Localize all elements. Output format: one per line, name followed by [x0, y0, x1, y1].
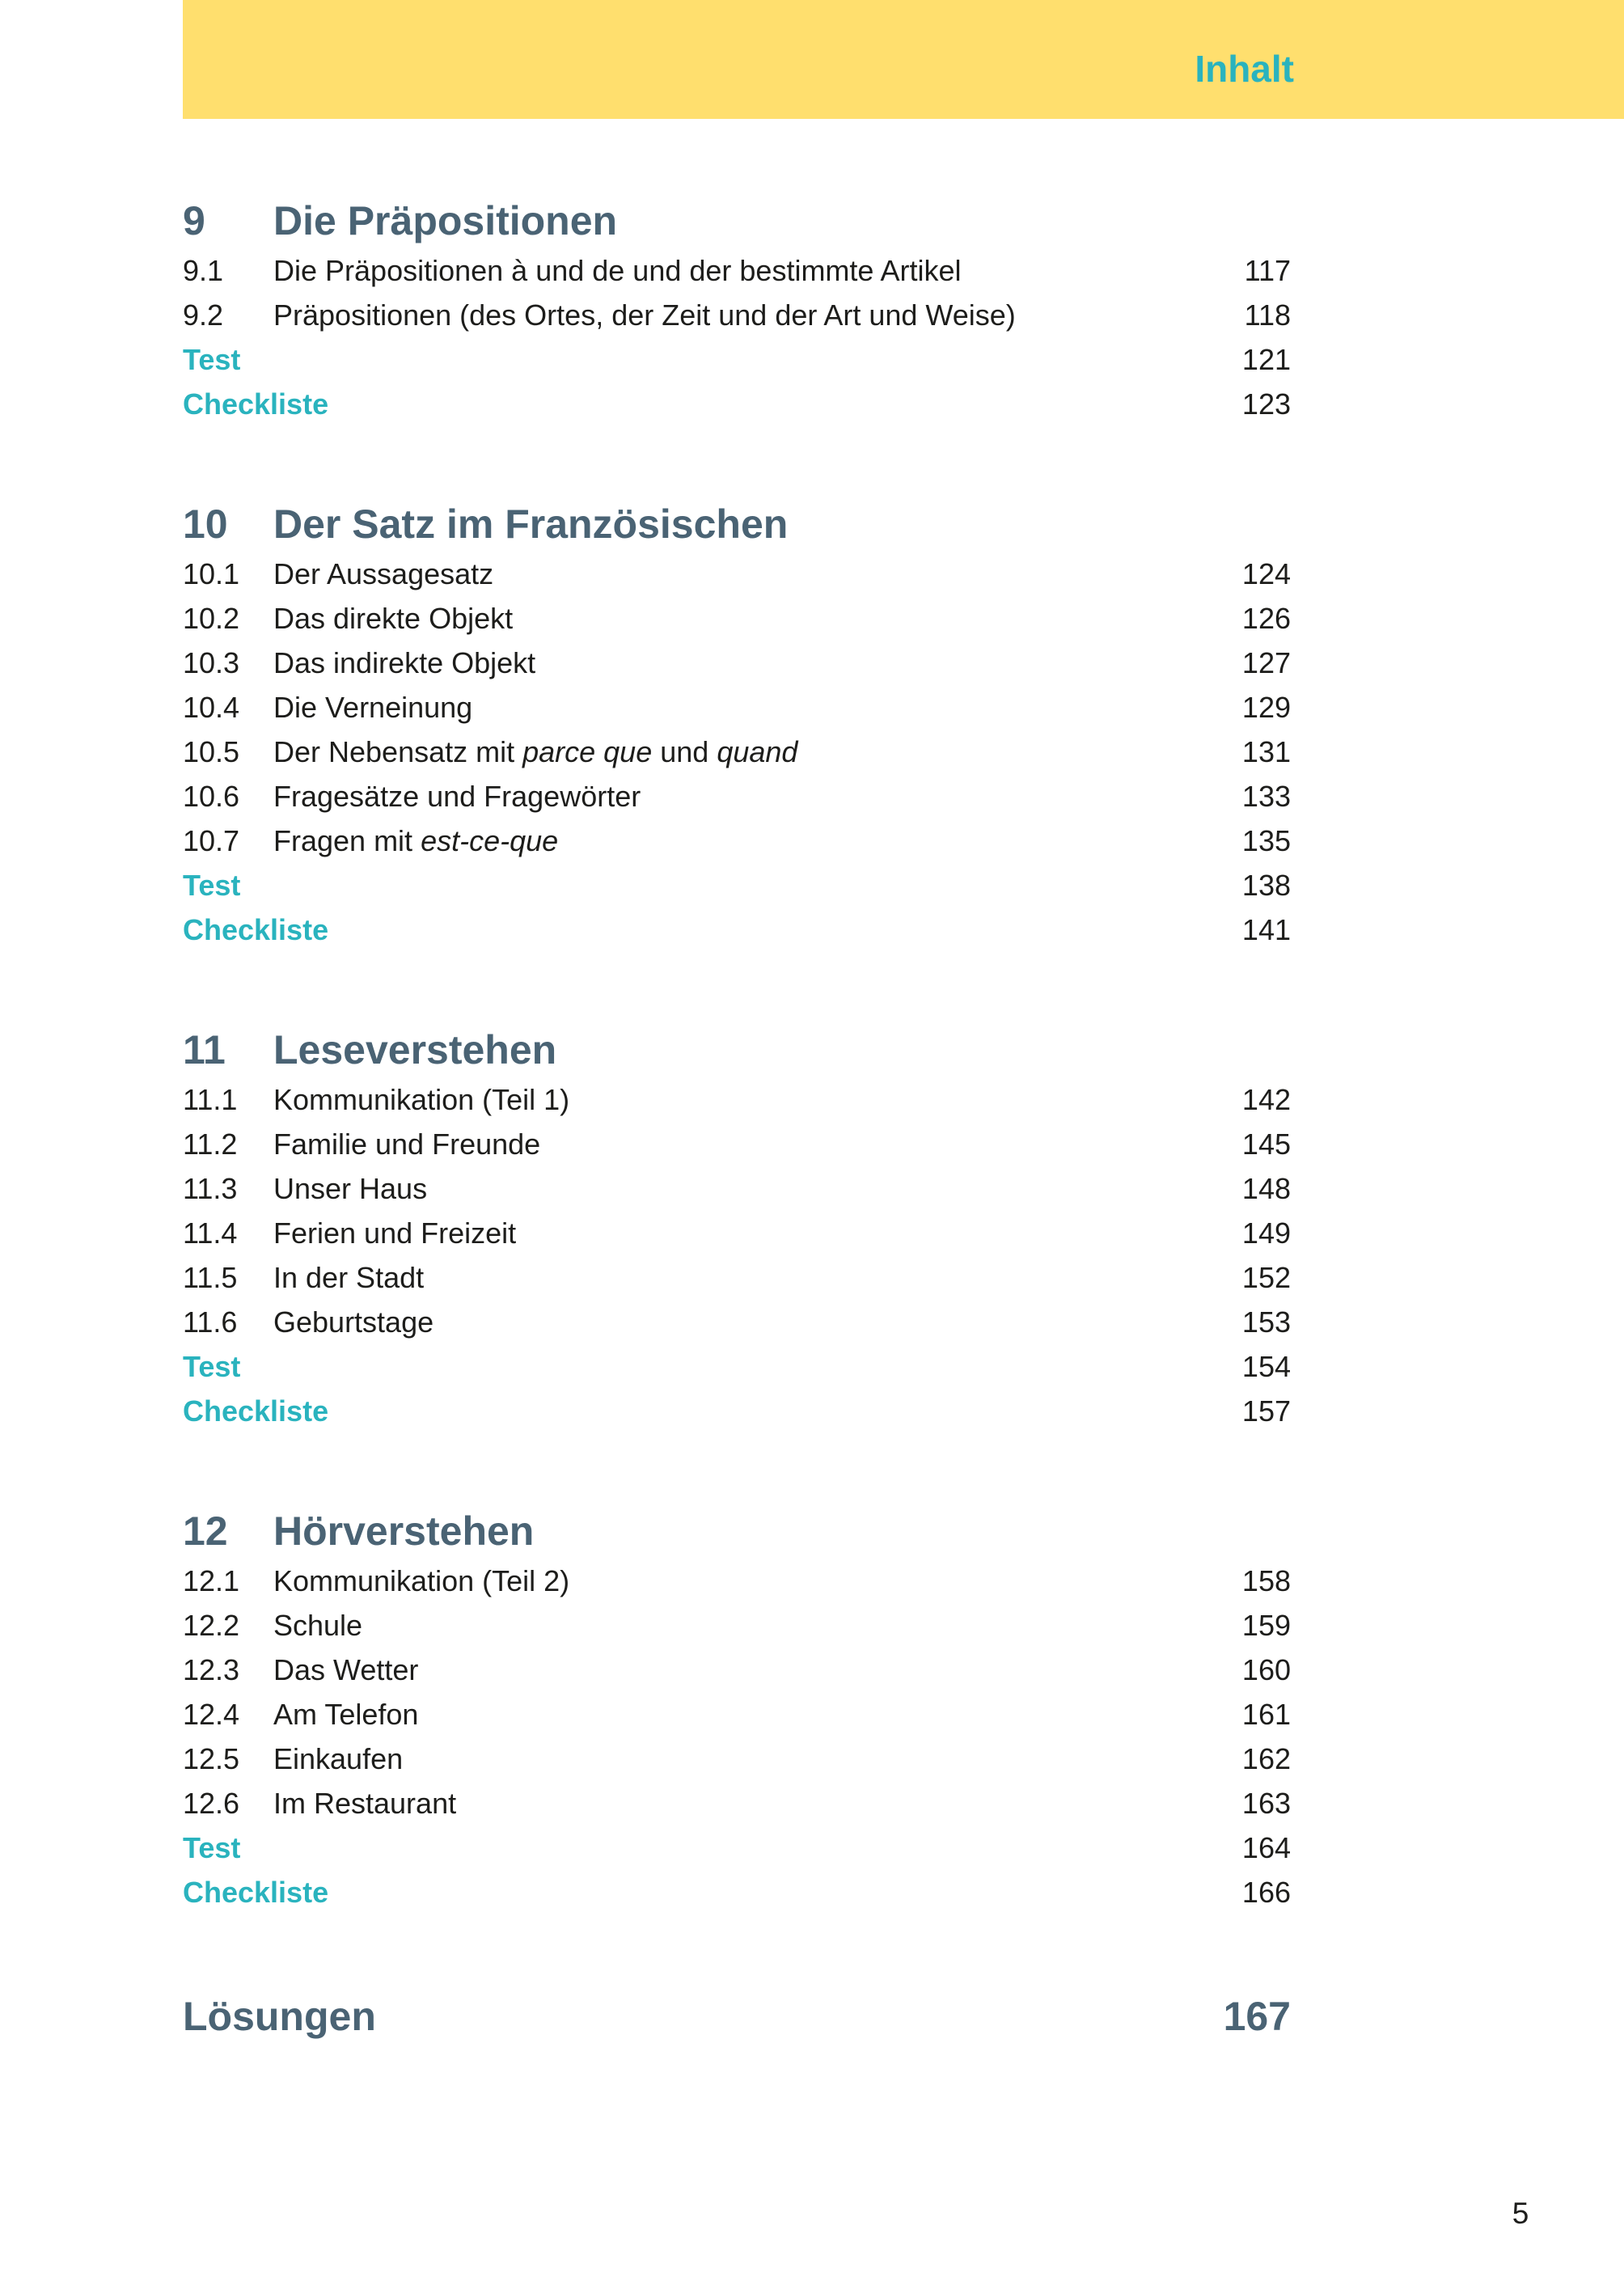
- toc-row: [183, 1603, 1291, 1648]
- entry-number: 9.1: [183, 254, 224, 287]
- section-title: Die Präpositionen: [273, 198, 618, 243]
- entry-title: [273, 730, 1242, 774]
- entry-title-segment: Unser Haus: [273, 1172, 428, 1205]
- toc-row: [183, 1737, 1291, 1781]
- entry-page-number: 160: [1241, 1653, 1291, 1686]
- entry-title-segment: Das indirekte Objekt: [273, 646, 536, 679]
- entry-page-number: 121: [1241, 343, 1291, 376]
- entry-number: 11.5: [183, 1261, 238, 1294]
- section-title: Leseverstehen: [273, 1027, 557, 1072]
- toc-row: [183, 382, 1291, 426]
- entry-title-segment: Der Nebensatz mit: [273, 735, 523, 768]
- entry-title: [273, 1255, 1242, 1300]
- entry-title-segment: Kommunikation (Teil 1): [273, 1083, 570, 1116]
- toc-sections: [183, 200, 1291, 1914]
- entry-title-segment: Im Restaurant: [273, 1787, 457, 1820]
- entry-title-segment: In der Stadt: [273, 1261, 425, 1294]
- special-label: Test: [183, 869, 241, 902]
- section-number: 11: [183, 1027, 226, 1072]
- entry-page-number: 142: [1241, 1083, 1291, 1116]
- toc-section: [183, 1510, 1291, 1914]
- entry-title-segment: Fragen mit: [273, 824, 421, 857]
- entry-title: [273, 819, 1242, 863]
- toc-row: [183, 1166, 1291, 1211]
- toc-row: [183, 641, 1291, 685]
- toc-section: [183, 503, 1291, 952]
- entry-page-number: 117: [1244, 254, 1291, 287]
- toc-row: [183, 1255, 1291, 1300]
- entry-title-italic-segment: est-ce-que: [421, 824, 559, 857]
- entry-number: 10.7: [183, 824, 240, 857]
- entry-number: 10.1: [183, 557, 240, 590]
- entry-page-number: 158: [1241, 1564, 1291, 1597]
- entry-title: [273, 774, 1242, 819]
- entry-title: [273, 1737, 1242, 1781]
- toc-row: [183, 1077, 1291, 1122]
- special-label: Checkliste: [183, 387, 329, 421]
- entry-title: [273, 1122, 1242, 1166]
- entry-title-italic-segment: parce que: [522, 735, 653, 768]
- toc-content: [183, 119, 1291, 2037]
- entry-title-segment: Die Präpositionen à und de und der bestimmte Artikel: [273, 254, 962, 287]
- entry-title-segment: Einkaufen: [273, 1742, 404, 1775]
- entry-number: 12.3: [183, 1653, 240, 1686]
- entry-title-segment: Familie und Freunde: [273, 1127, 541, 1161]
- entry-title-segment: Ferien und Freizeit: [273, 1216, 517, 1250]
- special-label: Checkliste: [183, 913, 329, 946]
- section-heading-row: [183, 1510, 1291, 1552]
- entry-page-number: 135: [1241, 824, 1291, 857]
- entry-title-segment: Das direkte Objekt: [273, 602, 514, 635]
- loesungen-title: Lösungen: [183, 1994, 376, 2039]
- entry-page-number: 138: [1241, 869, 1291, 902]
- entry-number: 12.2: [183, 1609, 240, 1642]
- entry-number: 11.2: [183, 1127, 238, 1161]
- toc-row: [183, 1692, 1291, 1737]
- toc-row: [183, 552, 1291, 596]
- entry-title-segment: Präpositionen (des Ortes, der Zeit und der Art und Weise): [273, 298, 1016, 332]
- entry-title: [273, 1211, 1242, 1255]
- toc-row: [183, 1389, 1291, 1433]
- entry-page-number: 127: [1241, 646, 1291, 679]
- entry-page-number: 129: [1241, 691, 1291, 724]
- toc-row: [183, 774, 1291, 819]
- entry-number: 10.3: [183, 646, 240, 679]
- entry-title: [273, 1692, 1242, 1737]
- toc-section: [183, 200, 1291, 426]
- toc-row: [183, 1122, 1291, 1166]
- entry-title-segment: und: [652, 735, 717, 768]
- entry-number: 12.1: [183, 1564, 240, 1597]
- entry-title-segment: Fragesätze und Fragewörter: [273, 780, 641, 813]
- entry-page-number: 159: [1241, 1609, 1291, 1642]
- section-number: 9: [183, 198, 205, 243]
- loesungen-row: [183, 1995, 1291, 2037]
- toc-row: [183, 1648, 1291, 1692]
- entry-page-number: 149: [1241, 1216, 1291, 1250]
- special-label: Test: [183, 343, 241, 376]
- entry-title-segment: Kommunikation (Teil 2): [273, 1564, 570, 1597]
- toc-row: [183, 1211, 1291, 1255]
- toc-row: [183, 596, 1291, 641]
- toc-row: [183, 907, 1291, 952]
- toc-row: [183, 863, 1291, 907]
- section-title: Der Satz im Französischen: [273, 501, 789, 547]
- entry-title-segment: Der Aussagesatz: [273, 557, 494, 590]
- entry-page-number: 124: [1241, 557, 1291, 590]
- entry-title: [273, 1648, 1242, 1692]
- entry-page-number: 166: [1241, 1876, 1291, 1909]
- entry-number: 9.2: [183, 298, 224, 332]
- entry-page-number: 148: [1241, 1172, 1291, 1205]
- toc-row: [183, 337, 1291, 382]
- entry-page-number: 131: [1241, 735, 1291, 768]
- header-band: [183, 0, 1624, 119]
- entry-number: 10.6: [183, 780, 240, 813]
- entry-title: [273, 1300, 1242, 1344]
- section-number: 12: [183, 1508, 228, 1554]
- entry-page-number: 126: [1241, 602, 1291, 635]
- entry-title: [273, 293, 1245, 337]
- entry-page-number: 118: [1244, 298, 1291, 332]
- entry-number: 11.4: [183, 1216, 238, 1250]
- entry-number: 10.5: [183, 735, 240, 768]
- entry-page-number: 145: [1241, 1127, 1291, 1161]
- special-label: Test: [183, 1350, 241, 1383]
- entry-title: [273, 596, 1242, 641]
- entry-title: [273, 1781, 1242, 1826]
- entry-page-number: 164: [1241, 1831, 1291, 1864]
- section-heading-row: [183, 1029, 1291, 1071]
- toc-row: [183, 1781, 1291, 1826]
- entry-number: 11.3: [183, 1172, 238, 1205]
- toc-row: [183, 248, 1291, 293]
- entry-title: [273, 641, 1242, 685]
- entry-title-segment: Geburtstage: [273, 1305, 434, 1339]
- toc-row: [183, 1344, 1291, 1389]
- section-number: 10: [183, 501, 228, 547]
- toc-row: [183, 685, 1291, 730]
- entry-number: 11.1: [183, 1083, 238, 1116]
- toc-row: [183, 730, 1291, 774]
- entry-title-segment: Am Telefon: [273, 1698, 419, 1731]
- entry-page-number: 163: [1241, 1787, 1291, 1820]
- entry-page-number: 133: [1241, 780, 1291, 813]
- page-title: Inhalt: [1195, 47, 1294, 90]
- entry-page-number: 141: [1241, 913, 1291, 946]
- entry-number: 10.4: [183, 691, 240, 724]
- entry-title-segment: Die Verneinung: [273, 691, 473, 724]
- entry-title: [273, 1077, 1242, 1122]
- entry-number: 12.4: [183, 1698, 240, 1731]
- toc-row: [183, 293, 1291, 337]
- entry-title: [273, 1166, 1242, 1211]
- section-heading-row: [183, 200, 1291, 242]
- entry-page-number: 157: [1241, 1394, 1291, 1428]
- special-label: Checkliste: [183, 1876, 329, 1909]
- entry-number: 11.6: [183, 1305, 238, 1339]
- toc-row: [183, 1870, 1291, 1914]
- footer-page-number: 5: [1512, 2197, 1529, 2230]
- toc-row: [183, 1559, 1291, 1603]
- entry-title-segment: Das Wetter: [273, 1653, 419, 1686]
- entry-page-number: 161: [1241, 1698, 1291, 1731]
- entry-page-number: 162: [1241, 1742, 1291, 1775]
- special-label: Test: [183, 1831, 241, 1864]
- entry-page-number: 154: [1241, 1350, 1291, 1383]
- entry-title-italic-segment: quand: [717, 735, 798, 768]
- toc-section: [183, 1029, 1291, 1433]
- entry-title: [273, 248, 1245, 293]
- loesungen-page-number: 167: [1223, 1994, 1291, 2039]
- section-heading-row: [183, 503, 1291, 545]
- toc-row: [183, 819, 1291, 863]
- toc-row: [183, 1300, 1291, 1344]
- entry-title: [273, 1559, 1242, 1603]
- entry-title-segment: Schule: [273, 1609, 363, 1642]
- special-label: Checkliste: [183, 1394, 329, 1428]
- entry-number: 12.5: [183, 1742, 240, 1775]
- entry-title: [273, 552, 1242, 596]
- section-title: Hörverstehen: [273, 1508, 535, 1554]
- entry-page-number: 153: [1241, 1305, 1291, 1339]
- entry-number: 10.2: [183, 602, 240, 635]
- toc-row: [183, 1826, 1291, 1870]
- entry-title: [273, 1603, 1242, 1648]
- entry-page-number: 152: [1241, 1261, 1291, 1294]
- entry-title: [273, 685, 1242, 730]
- entry-page-number: 123: [1241, 387, 1291, 421]
- entry-number: 12.6: [183, 1787, 240, 1820]
